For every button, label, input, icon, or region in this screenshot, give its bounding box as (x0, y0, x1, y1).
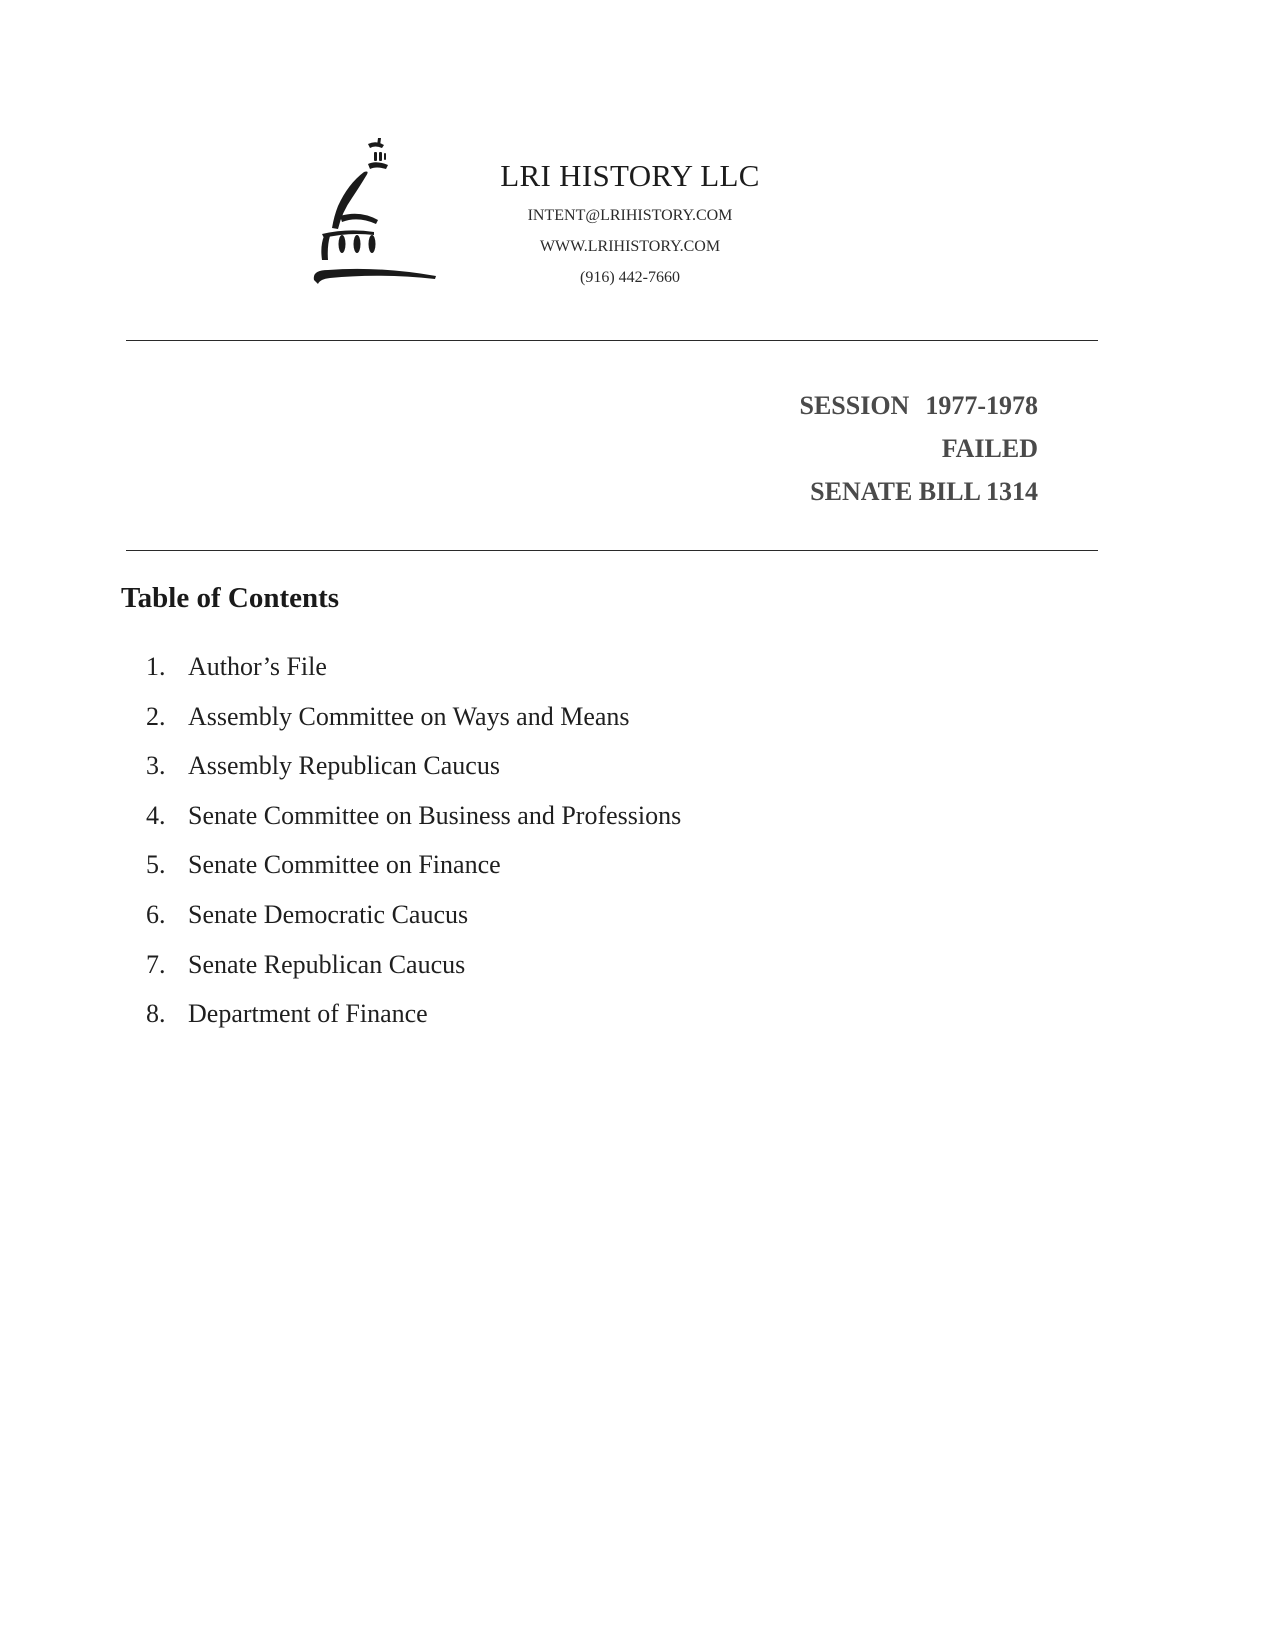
toc-item (146, 989, 681, 1039)
toc-item-number: 8. (146, 999, 166, 1029)
bottom-divider (126, 550, 1098, 551)
toc-item-label: Department of Finance (188, 999, 428, 1029)
toc-item-number: 3. (146, 751, 166, 781)
session-line (799, 384, 1038, 427)
toc-item (146, 791, 681, 841)
toc-item-number: 2. (146, 701, 166, 731)
company-name: LRI HISTORY LLC (500, 158, 760, 193)
capitol-dome-icon (308, 136, 450, 292)
bill-status: FAILED (941, 434, 1038, 463)
toc-item (146, 940, 681, 990)
session-years: 1977-1978 (925, 391, 1038, 420)
toc-item-label: Author’s File (188, 652, 327, 681)
company-website: WWW.LRIHISTORY.COM (539, 238, 721, 255)
toc-item (146, 692, 681, 742)
toc-item (146, 840, 681, 890)
toc-item-number: 5. (146, 850, 166, 880)
toc-item-label: Senate Republican Caucus (188, 949, 466, 979)
toc-item-label: Senate Democratic Caucus (188, 899, 469, 929)
session-label: SESSION (799, 391, 910, 420)
toc-item-number: 4. (146, 800, 166, 830)
toc-title: Table of Contents (121, 582, 340, 614)
bill-name: SENATE BILL 1314 (810, 477, 1038, 506)
bill-info (799, 384, 1038, 513)
toc-item (146, 890, 681, 940)
toc-item-label: Senate Committee on Business and Professions (188, 800, 682, 830)
toc-item-label: Senate Committee on Finance (188, 850, 501, 880)
toc-item-label: Assembly Committee on Ways and Means (188, 701, 630, 731)
top-divider (126, 340, 1098, 341)
toc-item-number: 7. (146, 949, 166, 979)
toc-item-number: 1. (146, 652, 166, 681)
toc-item (146, 642, 681, 692)
toc-list (146, 642, 681, 1039)
company-email: INTENT@LRIHISTORY.COM (527, 207, 733, 224)
company-header (460, 158, 800, 293)
company-phone: (916) 442-7660 (580, 269, 680, 286)
toc-item-label: Assembly Republican Caucus (188, 751, 500, 781)
toc-item-number: 6. (146, 899, 166, 929)
toc-item (146, 741, 681, 791)
